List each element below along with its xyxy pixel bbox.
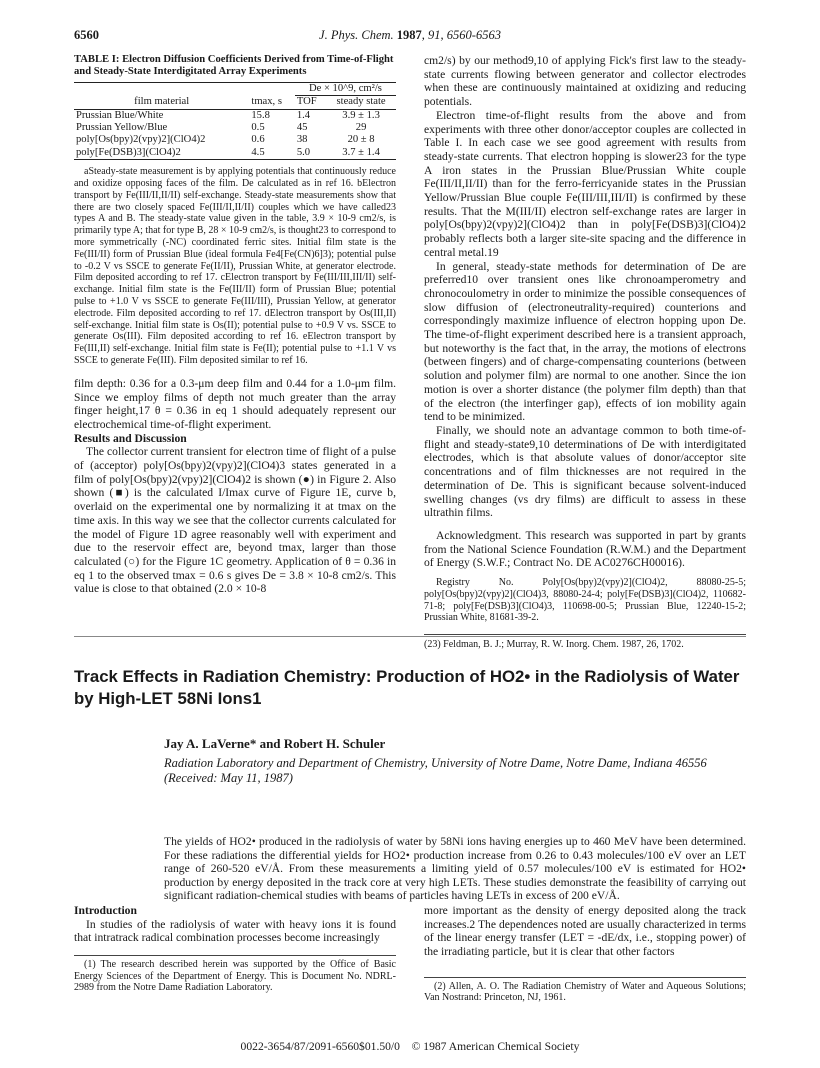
acknowledgment: Acknowledgment. This research was supported in part by grants from the National Science Foundation (R.W.M.) and the Department of Energy (S.W.F.; Contract No. DE AC0276CH00016). <box>424 528 746 570</box>
page-footer <box>74 1040 746 1053</box>
copyright-code: 0022-3654/87/2091-6560$01.50/0 <box>240 1040 400 1053</box>
article-affiliation: Radiation Laboratory and Department of Chemistry, University of Notre Dame, Notre Dame, Indiana 46556 (Received: May 11, 1987) <box>164 756 764 786</box>
page-number: 6560 <box>74 28 99 42</box>
col-header-steady: steady state <box>326 96 396 109</box>
registry-numbers: Registry No. Poly[Os(bpy)2(vpy)2](ClO4)2, 88080-25-5; poly[Os(bpy)2(vpy)2](ClO4)3, 88080-24-4; poly[Fe(DSB)3](ClO4)2, 110682-71-8; poly[Fe(DSB)3](ClO4)3, 110698-00-5; Prussian Blue, 12240-15-2; Prussian White, 81681-39-2. <box>424 577 746 624</box>
left-column-lower <box>74 904 396 994</box>
col-header-material: film material <box>74 96 249 109</box>
paragraph: film depth: 0.36 for a 0.3-μm deep film and 0.44 for a 1.0-μm film. Since we employ films of depth not much greater than the array finger height,17 θ = 0.36 in eq 1 should adequately represent our electrochemical time-of-flight experiment. <box>74 376 396 431</box>
article-abstract: The yields of HO2• produced in the radiolysis of water by 58Ni ions having energies up to 460 MeV have been determined. For these radiations the differential yields for HO2• production increase from 0.26 to 0.43 molecules/100 eV over an LET range of 260-520 eV/Å. From these measurements a limiting yield of 0.57 molecules/100 eV is estimated for HO2• production by energy deposited in the track core at very high LETs. These studies demonstrate the feasibility of carrying out significant radiation-chemical studies with beams of particles having LETs in excess of 200 eV/Å. <box>164 835 746 902</box>
table-row: Prussian Blue/White 15.8 1.4 3.9 ± 1.3 <box>76 109 380 121</box>
col-header-tof: TOF <box>295 96 326 109</box>
reference-23: (23) Feldman, B. J.; Murray, R. W. Inorg. Chem. 1987, 26, 1702. <box>424 634 746 651</box>
right-column-upper <box>424 54 746 651</box>
paragraph: more important as the density of energy deposited along the track increases.2 The dependences noted are usually characterized in terms of the linear energy transfer (LET = -dE/dx, i.e., stopping power) of the irradiating particle, but it is clear that other factors <box>424 904 746 959</box>
footnote-1: (1) The research described herein was supported by the Office of Basic Energy Sciences of the Department of Energy. This is Document No. NDRL-2989 from the Notre Dame Radiation Laboratory. <box>74 955 396 994</box>
table-footnotes: aSteady-state measurement is by applying potentials that continuously reduce and oxidize opposing faces of the film. De calculated as in ref 16. bElectron transport by Fe(III/II,II/II) self-exchange. Steady-state measurements show that there are two closely spaced Fe(III/II,II/II) couples which we have called23 types A and B. The steady-state value given in the table, 3.9 × 10-9 cm2/s, is primarily type A; that for type B, 28 × 10-9 cm2/s, is thought23 to correspond to more symmetrically (-NC) coordinated ferric sites. Initial film state is the Fe(III/II) form of Prussian Blue (ideal formula Fe4[Fe(CN)6]3); potential pulse to -0.2 V vs SSCE to generate Fe(II/II), Prussian White, at generator electrode. Film deposited according to ref 17. cElectron transport by Fe(III/III,III/II) self-exchange. Initial film state is the Fe(III/II) form of Prussian Blue; potential pulse to +1.0 V vs SSCE to generate Fe(III/III), Prussian Yellow, at generator electrode. Film deposited according to ref 17. dElectron transport by Os(III,II) self-exchange. Initial film state is Os(II); potential pulse to +0.9 V vs. SSCE to generate Os(III). Film deposited according to ref 16. eElectron transport by Fe(III,II) self-exchange. Initial film state is Fe(II); potential pulse to +1.1 V vs SSCE to generate Fe(III). Film deposited similar to ref 16. <box>74 166 396 366</box>
table-row: poly[Fe(DSB)3](ClO4)2 4.5 5.0 3.7 ± 1.4 <box>74 147 396 160</box>
table-row: poly[Os(bpy)2(vpy)2](ClO4)2 0.6 38 20 ± 8 <box>76 134 375 146</box>
paragraph: Finally, we should note an advantage common to both time-of-flight and steady-state9,10 determinations of De with interdigitated electrodes, which is that absolute values of donor/acceptor site concentrations and of film thicknesses are not required in the determination of De. This is significant because solvent-induced swelling changes (vs dry films) are difficult to assess in these ultrathin films. <box>424 423 746 520</box>
paragraph: The collector current transient for electron time of flight of a pulse of (acceptor) poly[Os(bpy)2(vpy)2](ClO4)3 states generated in a film of poly[Os(bpy)2(vpy)2](ClO4)2 is shown (●) in Figure 2. Also shown (■) is the calculated I/Imax curve of Figure 1E, curve b, overlaid on the experimental one by normalizing it at tmax on the time axis. In this way we see that the collector currents calculated for the model of Figure 1D agree reasonably well with experiment and due to the reservoir effect are, beyond tmax, larger than those calculated (○) for the Figure 1C geometry. Application of θ = 0.36 in eq 1 to the observed tmax = 0.6 s gives De = 3.8 × 10-8 cm2/s. This value is close to that obtained (2.0 × 10-8 <box>74 445 396 596</box>
footnote-2: (2) Allen, A. O. The Radiation Chemistry of Water and Aqueous Solutions; Van Nostrand: Princeton, NJ, 1961. <box>424 977 746 1004</box>
journal-citation: J. Phys. Chem. 1987, 91, 6560-6563 <box>319 28 501 42</box>
received-date: (Received: May 11, 1987) <box>164 771 293 785</box>
table-group-header: De × 10^9, cm²/s <box>295 82 396 95</box>
article-title: Track Effects in Radiation Chemistry: Production of HO2• in the Radiolysis of Water by High-LET 58Ni Ions1 <box>74 667 740 708</box>
section-heading: Introduction <box>74 904 137 917</box>
table-caption: TABLE I: Electron Diffusion Coefficients Derived from Time-of-Flight and Steady-State Interdigitated Array Experiments <box>74 54 394 78</box>
article-divider <box>74 636 746 637</box>
right-column-lower <box>424 904 746 1004</box>
col-header-tmax: tmax, s <box>249 96 294 109</box>
left-column-upper <box>74 54 396 596</box>
paragraph: cm2/s) by our method9,10 of applying Fick's first law to the steady-state currents flowing between generator and collector electrodes when these are continuously maintained at oxidizing and reducing potentials. <box>424 54 746 109</box>
copyright-notice: © 1987 American Chemical Society <box>411 1040 580 1053</box>
section-heading: Results and Discussion <box>74 431 187 445</box>
paragraph: In studies of the radiolysis of water with heavy ions it is found that intratrack radical combination processes become increasingly <box>74 917 396 945</box>
table-row: Prussian Yellow/Blue 0.5 45 29 <box>76 122 367 134</box>
running-header <box>74 28 746 44</box>
paragraph: In general, steady-state methods for determination of De are preferred10 over transient ones like chronoamperometry and chronocoulometry in order to minimize the possible consequences of slow diffusion of (electroneutrality-required) counterions and correspondingly maximize influence of electron hopping upon De. The time-of-flight experiment described here is a transient approach, but noteworthy is the fact that, in the array, the motions of electrons (between fingers) and of charge-compensating counterions (between solution and polymer film) are normal to one another. Since the ion motion is over a shorter distance (the polymer film depth) than that of the electron (the interfinger gap), effects of ion mobility again tend to be minimized. <box>424 259 746 424</box>
paragraph: Electron time-of-flight results from the above and from experiments with three other donor/acceptor couples are collected in Table I. In each case we see good agreement with results from steady-state currents. That electron hopping is slower23 for the type A iron states in the Prussian Blue/Prussian White couple Fe(III/II,II/II) than for the ferro-ferricyanide states in the Prussian Yellow/Prussian Blue couple Fe(III/III,III/II) is confirmed by these results. That the M(III/II) electron self-exchange rates are larger in poly[Os(bpy)2(vpy)2](ClO4)2 than in poly[Fe(DSB)3](ClO4)2 probably reflects both a larger site-site spacing and the difference in central metal.19 <box>424 108 746 259</box>
diffusion-table <box>74 82 396 160</box>
article-authors: Jay A. LaVerne* and Robert H. Schuler <box>164 736 386 751</box>
